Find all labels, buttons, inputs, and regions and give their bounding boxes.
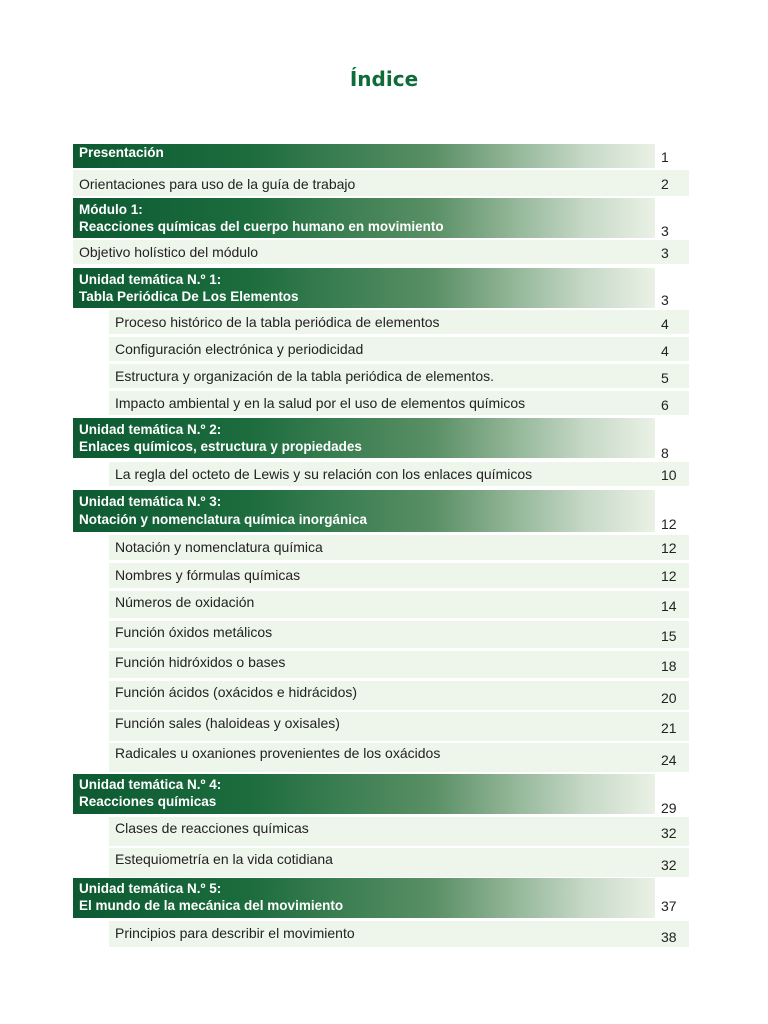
entry-title: Proceso histórico de la tabla periódica de elementos	[115, 314, 440, 330]
heading-title: Reacciones químicas	[79, 794, 217, 809]
entry-title: Función hidróxidos o bases	[115, 654, 286, 670]
toc-heading-row	[73, 774, 689, 814]
toc-entry-row	[73, 621, 689, 648]
page-number: 21	[661, 720, 677, 736]
page-number: 37	[661, 898, 677, 914]
page-number: 3	[661, 223, 669, 239]
toc-entry-row	[73, 563, 689, 588]
page-number: 8	[661, 445, 669, 461]
page-number: 18	[661, 658, 677, 674]
page-number: 29	[661, 800, 677, 816]
page-number: 10	[661, 467, 677, 483]
entry-title: Objetivo holístico del módulo	[79, 244, 258, 260]
toc-entry-row	[73, 681, 689, 710]
heading-label: Unidad temática N.º 1:	[79, 272, 222, 287]
toc-heading-row	[73, 418, 689, 461]
heading-label: Unidad temática N.º 2:	[79, 422, 222, 437]
entry-title: La regla del octeto de Lewis y su relación con los enlaces químicos	[115, 466, 533, 482]
page-number: 4	[661, 316, 669, 332]
entry-title: Clases de reacciones químicas	[115, 820, 309, 836]
toc-entry-row	[73, 848, 689, 877]
entry-title: Función sales (haloideas y oxisales)	[115, 715, 340, 731]
entry-title: Impacto ambiental y en la salud por el uso de elementos químicos	[115, 395, 526, 411]
heading-label: Unidad temática N.º 5:	[79, 881, 222, 896]
toc-entry-row	[73, 817, 689, 846]
entry-title: Función óxidos metálicos	[115, 624, 273, 640]
entry-title: Configuración electrónica y periodicidad	[115, 341, 364, 357]
page-title: Índice	[349, 67, 419, 91]
toc-heading-row	[73, 878, 689, 918]
page-number: 12	[661, 540, 677, 556]
toc-entry-row	[73, 921, 689, 947]
page-number: 12	[661, 568, 677, 584]
heading-title: Tabla Periódica De Los Elementos	[79, 289, 299, 304]
entry-title: Función ácidos (oxácidos e hidrácidos)	[115, 684, 358, 700]
page-number: 14	[661, 598, 677, 614]
entry-title: Radicales u oxaniones provenientes de los oxácidos	[115, 745, 441, 761]
page-number: 1	[661, 149, 669, 165]
toc-heading-row	[73, 198, 689, 238]
page-number: 32	[661, 825, 677, 841]
toc-entry-row	[73, 240, 689, 264]
toc-heading-row	[73, 268, 689, 308]
toc-entry-row	[73, 591, 689, 618]
heading-title: El mundo de la mecánica del movimiento	[79, 898, 344, 913]
page-number: 15	[661, 628, 677, 644]
page-number: 3	[661, 245, 669, 261]
page-number: 24	[661, 752, 677, 768]
page-number: 20	[661, 690, 677, 706]
toc-entry-row	[73, 462, 689, 486]
toc-entry-row	[73, 535, 689, 560]
toc-heading-row	[73, 144, 689, 168]
toc-entry-row	[73, 743, 689, 772]
toc-entry-row	[73, 337, 689, 361]
entry-title: Nombres y fórmulas químicas	[115, 567, 301, 583]
page-number: 3	[661, 292, 669, 308]
page-number: 32	[661, 857, 677, 873]
page-number: 5	[661, 370, 669, 386]
heading-label: Unidad temática N.º 4:	[79, 777, 222, 792]
entry-title: Estructura y organización de la tabla periódica de elementos.	[115, 368, 494, 384]
heading-label: Unidad temática N.º 3:	[79, 494, 222, 509]
entry-title: Orientaciones para uso de la guía de trabajo	[79, 176, 356, 192]
toc-entry-row	[73, 170, 689, 196]
toc-entry-row	[73, 651, 689, 678]
entry-title: Principios para describir el movimiento	[115, 925, 355, 941]
toc-entry-row	[73, 391, 689, 415]
page-number: 38	[661, 929, 677, 945]
heading-title: Notación y nomenclatura química inorgánica	[79, 512, 368, 527]
heading-label: Presentación	[79, 145, 164, 160]
toc-entry-row	[73, 310, 689, 334]
page-number: 4	[661, 343, 669, 359]
entry-title: Estequiometría en la vida cotidiana	[115, 851, 333, 867]
toc-entry-row	[73, 712, 689, 741]
heading-label: Módulo 1:	[79, 202, 143, 217]
toc-heading-row	[73, 490, 689, 532]
heading-title: Enlaces químicos, estructura y propiedades	[79, 439, 362, 454]
entry-title: Números de oxidación	[115, 594, 255, 610]
page-number: 2	[661, 176, 669, 192]
page-number: 12	[661, 516, 677, 532]
page-number: 6	[661, 397, 669, 413]
heading-title: Reacciones químicas del cuerpo humano en movimiento	[79, 219, 444, 234]
toc-entry-row	[73, 364, 689, 388]
entry-title: Notación y nomenclatura química	[115, 539, 323, 555]
